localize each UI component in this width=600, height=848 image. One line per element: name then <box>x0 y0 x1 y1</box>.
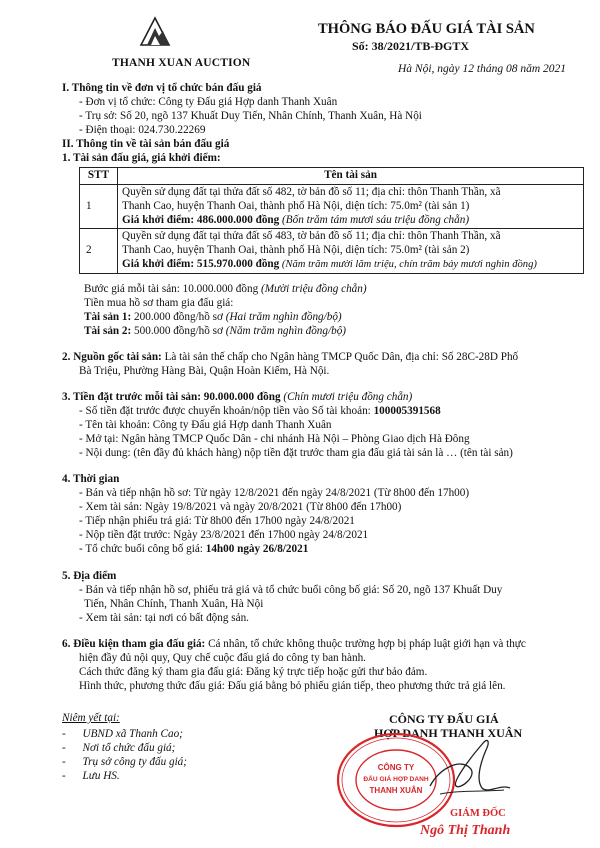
row-description <box>118 185 584 229</box>
list-item: - UBND xã Thanh Cao; <box>62 728 183 740</box>
origin-text: Là tài sản thế chấp cho Ngân hàng TMCP Quốc Dân, địa chỉ: Số 28C-28D Phố <box>161 351 519 363</box>
place-line: - Bán và tiếp nhận hồ sơ, phiếu trả giá và tổ chức buổi công bố giá: Số 20, ngõ 137 Khuất Duy <box>79 584 503 596</box>
conditions-line-2: hiện đầy đủ nội quy, Quy chế cuộc đấu giá do công ty ban hành. <box>79 652 366 664</box>
payment-content: - Nội dung: (tên đầy đủ khách hàng) nộp tiền đặt trước tham gia đấu giá tài sản là … (tên tài sản) <box>79 447 513 459</box>
row-price: Giá khởi điểm: 486.000.000 đồng <box>122 213 280 226</box>
fee-asset-1 <box>84 311 342 325</box>
list-item: - Lưu HS. <box>62 770 120 782</box>
seal-top-text: CÔNG TY <box>377 763 415 772</box>
time-line-announce <box>79 543 308 557</box>
place-heading: 5. Địa điểm <box>62 570 117 582</box>
address-line: - Trụ sở: Số 20, ngõ 137 Khuất Duy Tiến, Nhân Chính, Thanh Xuân, Hà Nội <box>79 110 422 122</box>
bid-step <box>84 283 367 297</box>
deposit-heading <box>62 391 412 405</box>
organization-name: THANH XUAN AUCTION <box>112 57 251 69</box>
deposit-words: (Chín mươi triệu đồng chẵn) <box>280 391 413 403</box>
place-line: Tiến, Nhân Chính, Thanh Xuân, Hà Nội <box>84 598 264 610</box>
mountain-logo-icon <box>138 14 172 48</box>
announce-label: - Tổ chức buổi công bố giá: <box>79 543 206 555</box>
time-heading: 4. Thời gian <box>62 473 120 485</box>
fee-asset-2 <box>84 325 346 339</box>
fee2-words: (Năm trăm nghìn đồng/bộ) <box>225 325 347 337</box>
fee1-words: (Hai trăm nghìn đồng/bộ) <box>225 311 342 323</box>
row-description <box>118 229 584 273</box>
time-line: - Xem tài sản: Ngày 19/8/2021 và ngày 20/8/2021 (Từ 8h00 đến 17h00) <box>79 501 402 513</box>
place-line: - Xem tài sản: tại nơi có bất động sản. <box>79 612 249 624</box>
document-number: Số: 38/2021/TB-ĐGTX <box>352 39 470 53</box>
time-line: - Tiếp nhận phiếu trả giá: Từ 8h00 đến 17h00 ngày 24/8/2021 <box>79 515 355 527</box>
account-name: - Tên tài khoản: Công ty Đấu giá Hợp danh Thanh Xuân <box>79 419 332 431</box>
table-header-row <box>80 168 584 185</box>
fee1-value: 200.000 đồng/hồ sơ <box>131 311 226 323</box>
table-row <box>80 185 584 229</box>
row-desc-line: Thanh Cao, huyện Thanh Oai, thành phố Hà Nội, diện tích: 75.0m² (tài sản 1) <box>122 199 470 212</box>
seal-mid-text: ĐẤU GIÁ HỢP DANH <box>363 776 429 783</box>
list-item: - Trụ sở công ty đấu giá; <box>62 756 187 768</box>
bid-step-value: Bước giá mỗi tài sản: 10.000.000 đồng <box>84 283 261 295</box>
deposit-account-line <box>79 405 441 419</box>
fee1-label: Tài sản 1: <box>84 311 132 323</box>
document-title: THÔNG BÁO ĐẤU GIÁ TÀI SẢN <box>318 21 535 37</box>
posted-heading: Niêm yết tại: <box>62 712 120 724</box>
row-stt: 1 <box>80 185 118 229</box>
auction-method: Hình thức, phương thức đấu giá: Đấu giá bằng bỏ phiếu gián tiếp, theo phương thức trả giá lên. <box>79 680 506 692</box>
phone-line: - Điện thoại: 024.730.22269 <box>79 124 206 136</box>
announce-time: 14h00 ngày 26/8/2021 <box>205 543 309 555</box>
row-desc-line: Quyền sử dụng đất tại thửa đất số 482, tờ bản đồ số 11; địa chỉ: thôn Thanh Thần, xã <box>122 186 501 198</box>
row-stt: 2 <box>80 229 118 273</box>
table-row <box>80 229 584 273</box>
time-line: - Bán và tiếp nhận hồ sơ: Từ ngày 12/8/2021 đến ngày 24/8/2021 (Từ 8h00 đến 17h00) <box>79 487 470 499</box>
row-desc-line: Thanh Cao, huyện Thanh Oai, thành phố Hà Nội, diện tích: 75.0m² (tài sản 2) <box>122 244 470 257</box>
sign-role: GIÁM ĐỐC <box>450 808 506 819</box>
organizer-line: - Đơn vị tổ chức: Công ty Đấu giá Hợp danh Thanh Xuân <box>79 96 338 108</box>
origin-label: 2. Nguồn gốc tài sản: <box>62 351 162 363</box>
conditions-label: 6. Điều kiện tham gia đấu giá: <box>62 638 206 650</box>
bid-step-words: (Mười triệu đồng chẵn) <box>260 283 367 295</box>
row-price-words: (Bốn trăm tám mươi sáu triệu đồng chẵn) <box>279 213 470 226</box>
signer-name: Ngô Thị Thanh <box>420 823 511 838</box>
origin-line-2: Bà Triệu, Phường Hàng Bài, Quận Hoàn Kiếm, Hà Nội. <box>79 365 330 377</box>
section1-heading: I. Thông tin về đơn vị tổ chức bán đấu giá <box>62 82 262 94</box>
assets-subheading: 1. Tài sản đấu giá, giá khởi điểm: <box>62 152 221 164</box>
account-number: 100005391568 <box>373 405 441 417</box>
row-price: Giá khởi điểm: 515.970.000 đồng <box>122 257 280 270</box>
header-asset-name: Tên tài sản <box>118 168 584 185</box>
seal-bottom-text: THANH XUÂN <box>369 786 423 795</box>
section2-heading: II. Thông tin về tài sản bán đấu giá <box>62 138 230 150</box>
list-item: - Nơi tổ chức đấu giá; <box>62 742 176 754</box>
conditions-text: Cá nhân, tổ chức không thuộc trường hợp bị pháp luật giới hạn và thực <box>205 638 526 650</box>
deposit-account-text: - Số tiền đặt trước được chuyển khoản/nộp tiền vào Số tài khoản: <box>79 405 374 417</box>
conditions-line <box>62 638 526 652</box>
sign-company-1: CÔNG TY ĐẤU GIÁ <box>389 712 499 726</box>
header-stt: STT <box>80 168 118 185</box>
asset-table <box>79 167 584 274</box>
place-date: Hà Nội, ngày 12 tháng 08 năm 2021 <box>398 63 567 75</box>
time-line: - Nộp tiền đặt trước: Ngày 23/8/2021 đến 17h00 ngày 24/8/2021 <box>79 529 369 541</box>
bank-branch: - Mở tại: Ngân hàng TMCP Quốc Dân - chi nhánh Hà Nội – Phòng Giao dịch Hà Đông <box>79 433 470 445</box>
fee2-label: Tài sản 2: <box>84 325 132 337</box>
registration-method: Cách thức đăng ký tham gia đấu giá: Đăng ký trực tiếp hoặc gửi thư bảo đảm. <box>79 666 428 678</box>
origin-line <box>62 351 518 365</box>
sign-company-2: HỢP DANH THANH XUÂN <box>374 726 523 740</box>
deposit-label: 3. Tiền đặt trước mỗi tài sản: 90.000.000 đồng <box>62 391 281 403</box>
row-price-words: (Năm trăm mười lăm triệu, chín trăm bảy mươi nghìn đồng) <box>279 258 537 270</box>
fee2-value: 500.000 đồng/hồ sơ <box>131 325 226 337</box>
row-desc-line: Quyền sử dụng đất tại thửa đất số 483, tờ bản đồ số 11; địa chỉ: thôn Thanh Thần, xã <box>122 230 501 243</box>
fee-heading: Tiền mua hồ sơ tham gia đấu giá: <box>84 297 234 309</box>
